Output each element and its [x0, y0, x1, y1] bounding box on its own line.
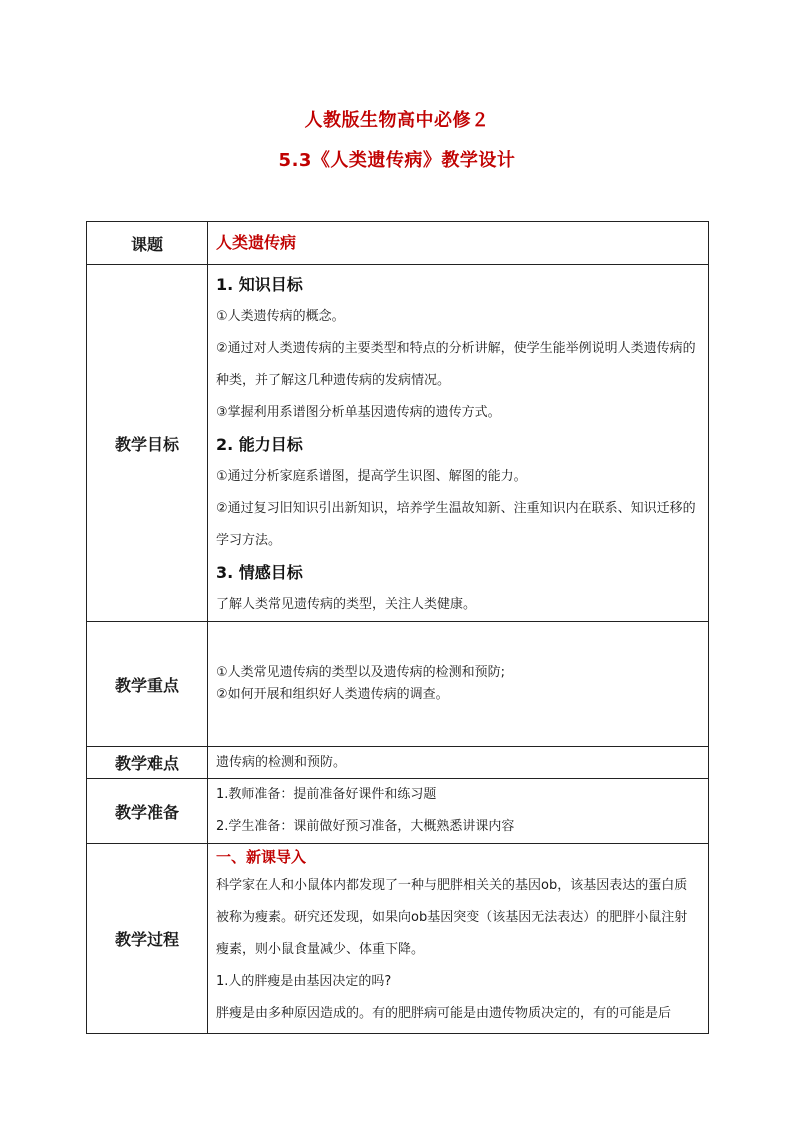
process-paragraph-2: 胖瘦是由多种原因造成的。有的肥胖病可能是由遗传物质决定的，有的可能是后: [216, 1006, 672, 1021]
label-topic: 课题: [87, 222, 208, 265]
objective-heading-ability: 2. 能力目标: [216, 435, 303, 454]
cell-objectives: [208, 265, 709, 622]
row-key-points: [87, 622, 709, 747]
label-key-points: 教学重点: [87, 622, 208, 747]
objective-knowledge-2: ②通过对人类遗传病的主要类型和特点的分析讲解，使学生能举例说明人类遗传病的种类，并了解这几种遗传病的发病情况。: [216, 341, 696, 388]
objective-ability-1: ①通过分析家庭系谱图，提高学生识图、解图的能力。: [216, 469, 527, 484]
preparation-teacher: 1.教师准备：提前准备好课件和练习题: [216, 787, 437, 802]
objective-knowledge-1: ①人类遗传病的概念。: [216, 309, 345, 324]
objective-knowledge-3: ③掌握利用系谱图分析单基因遗传病的遗传方式。: [216, 405, 501, 420]
row-objectives: [87, 265, 709, 622]
label-difficulty: 教学难点: [87, 747, 208, 779]
key-point-2: ②如何开展和组织好人类遗传病的调查。: [216, 687, 449, 702]
row-process: [87, 844, 709, 1034]
objective-ability-2: ②通过复习旧知识引出新知识，培养学生温故知新、注重知识内在联系、知识迁移的学习方法。: [216, 501, 696, 548]
preparation-student: 2.学生准备：课前做好预习准备，大概熟悉讲课内容: [216, 819, 515, 834]
process-question-1: 1.人的胖瘦是由基因决定的吗?: [216, 974, 392, 989]
cell-key-points: [208, 622, 709, 747]
objective-heading-emotion: 3. 情感目标: [216, 563, 303, 582]
label-process: 教学过程: [87, 844, 208, 1034]
document-subtitle: 5.3《人类遗传病》教学设计: [278, 150, 516, 171]
objective-heading-knowledge: 1. 知识目标: [216, 275, 303, 294]
label-preparation: 教学准备: [87, 779, 208, 844]
cell-difficulty: [208, 747, 709, 779]
process-paragraph-1: 科学家在人和小鼠体内都发现了一种与肥胖相关关的基因ob，该基因表达的蛋白质被称为瘦素。研究还发现，如果向ob基因突变（该基因无法表达）的肥胖小鼠注射瘦素，则小鼠食量减少、体重下降。: [216, 878, 688, 957]
topic-value: 人类遗传病: [216, 233, 297, 252]
key-point-1: ①人类常见遗传病的类型以及遗传病的检测和预防;: [216, 665, 506, 680]
row-preparation: [87, 779, 709, 844]
cell-process: [208, 844, 709, 1034]
label-objectives: 教学目标: [87, 265, 208, 622]
lesson-plan-table: [86, 221, 709, 1034]
process-section-heading: 一、新课导入: [216, 848, 307, 866]
row-topic: [87, 222, 709, 265]
cell-topic: [208, 222, 709, 265]
row-difficulty: [87, 747, 709, 779]
document-title: 人教版生物高中必修２: [304, 110, 490, 131]
cell-preparation: [208, 779, 709, 844]
objective-emotion-1: 了解人类常见遗传病的类型，关注人类健康。: [216, 597, 477, 612]
difficulty-value: 遗传病的检测和预防。: [216, 754, 347, 770]
